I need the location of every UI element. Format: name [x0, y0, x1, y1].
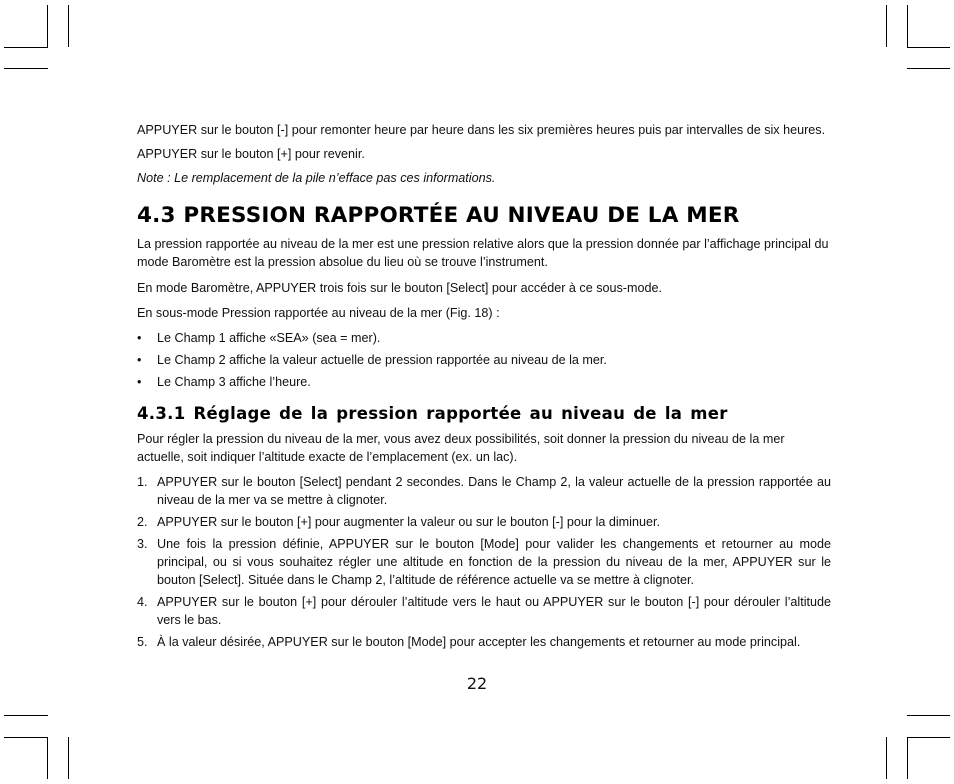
step-number: 3.: [137, 537, 148, 551]
subsection-paragraph: Pour régler la pression du niveau de la mer, vous avez deux possibilités, soit donner la pression du niveau de la mer actuelle, soit indiquer l’altitude exacte de l’emplacement (ex. un lac).: [137, 432, 785, 464]
list-item: [137, 535, 831, 589]
list-item-text: Le Champ 3 affiche l’heure.: [157, 375, 311, 389]
list-item: [137, 473, 831, 509]
step-text: À la valeur désirée, APPUYER sur le bouton [Mode] pour accepter les changements et retourner au mode principal.: [157, 635, 801, 649]
subsection-title: 4.3.1 Réglage de la pression rapportée au niveau de la mer: [137, 404, 728, 423]
crop-mark: [907, 737, 950, 738]
bullet-mark: •: [137, 375, 142, 389]
crop-mark: [886, 5, 887, 47]
step-number: 5.: [137, 635, 148, 649]
crop-mark: [907, 68, 950, 69]
intro-paragraph-1: APPUYER sur le bouton [-] pour remonter heure par heure dans les six premières heures puis par intervalles de six heures.: [137, 123, 826, 137]
section-title: 4.3 PRESSION RAPPORTÉE AU NIVEAU DE LA MER: [137, 203, 740, 228]
bullet-mark: •: [137, 353, 142, 367]
list-item: [137, 351, 831, 369]
steps-list: [137, 473, 831, 651]
section-paragraph-1: La pression rapportée au niveau de la mer est une pression relative alors que la pression donnée par l’affichage principal du mode Baromètre est la pression absolue du lieu où se trouve l’instrument.: [137, 237, 829, 269]
step-text: APPUYER sur le bouton [+] pour augmenter la valeur ou sur le bouton [-] pour la diminuer.: [157, 515, 660, 529]
section-paragraph-3: En sous-mode Pression rapportée au niveau de la mer (Fig. 18) :: [137, 306, 500, 320]
crop-mark: [4, 47, 48, 48]
list-item: [137, 373, 831, 391]
page-content: [137, 121, 831, 655]
step-text: APPUYER sur le bouton [+] pour dérouler l’altitude vers le haut ou APPUYER sur le bouton [-] pour dérouler l’altitude vers le bas.: [157, 595, 831, 627]
list-item: [137, 593, 831, 629]
page-number: 22: [466, 674, 488, 693]
step-text: APPUYER sur le bouton [Select] pendant 2 secondes. Dans le Champ 2, la valeur actuelle de la pression rapportée au niveau de la mer va se mettre à clignoter.: [157, 475, 831, 507]
step-number: 2.: [137, 515, 148, 529]
crop-mark: [907, 715, 950, 716]
crop-mark: [4, 737, 48, 738]
crop-mark: [47, 5, 48, 47]
intro-paragraph-2: APPUYER sur le bouton [+] pour revenir.: [137, 147, 365, 161]
bullet-mark: •: [137, 331, 142, 345]
crop-mark: [907, 5, 908, 47]
intro-note: Note : Le remplacement de la pile n’efface pas ces informations.: [137, 171, 496, 185]
list-item: [137, 513, 831, 531]
section-paragraph-2: En mode Baromètre, APPUYER trois fois sur le bouton [Select] pour accéder à ce sous-mode.: [137, 281, 662, 295]
crop-mark: [4, 68, 48, 69]
list-item: [137, 633, 831, 651]
crop-mark: [47, 737, 48, 779]
step-number: 1.: [137, 475, 148, 489]
crop-mark: [68, 737, 69, 779]
list-item-text: Le Champ 1 affiche «SEA» (sea = mer).: [157, 331, 381, 345]
list-item: [137, 329, 831, 347]
step-text: Une fois la pression définie, APPUYER sur le bouton [Mode] pour valider les changements et retourner au mode principal, ou si vous souhaitez régler une altitude en fonction de la pression du niveau de la mer, APPUYER sur le bouton [Select]. Située dans le Champ 2, l’altitude de référence actuelle va se mettre à clignoter.: [157, 537, 831, 587]
crop-mark: [68, 5, 69, 47]
crop-mark: [907, 47, 950, 48]
crop-mark: [907, 737, 908, 779]
crop-mark: [886, 737, 887, 779]
list-item-text: Le Champ 2 affiche la valeur actuelle de pression rapportée au niveau de la mer.: [157, 353, 607, 367]
crop-mark: [4, 715, 48, 716]
bullet-list: [137, 329, 831, 391]
step-number: 4.: [137, 595, 148, 609]
